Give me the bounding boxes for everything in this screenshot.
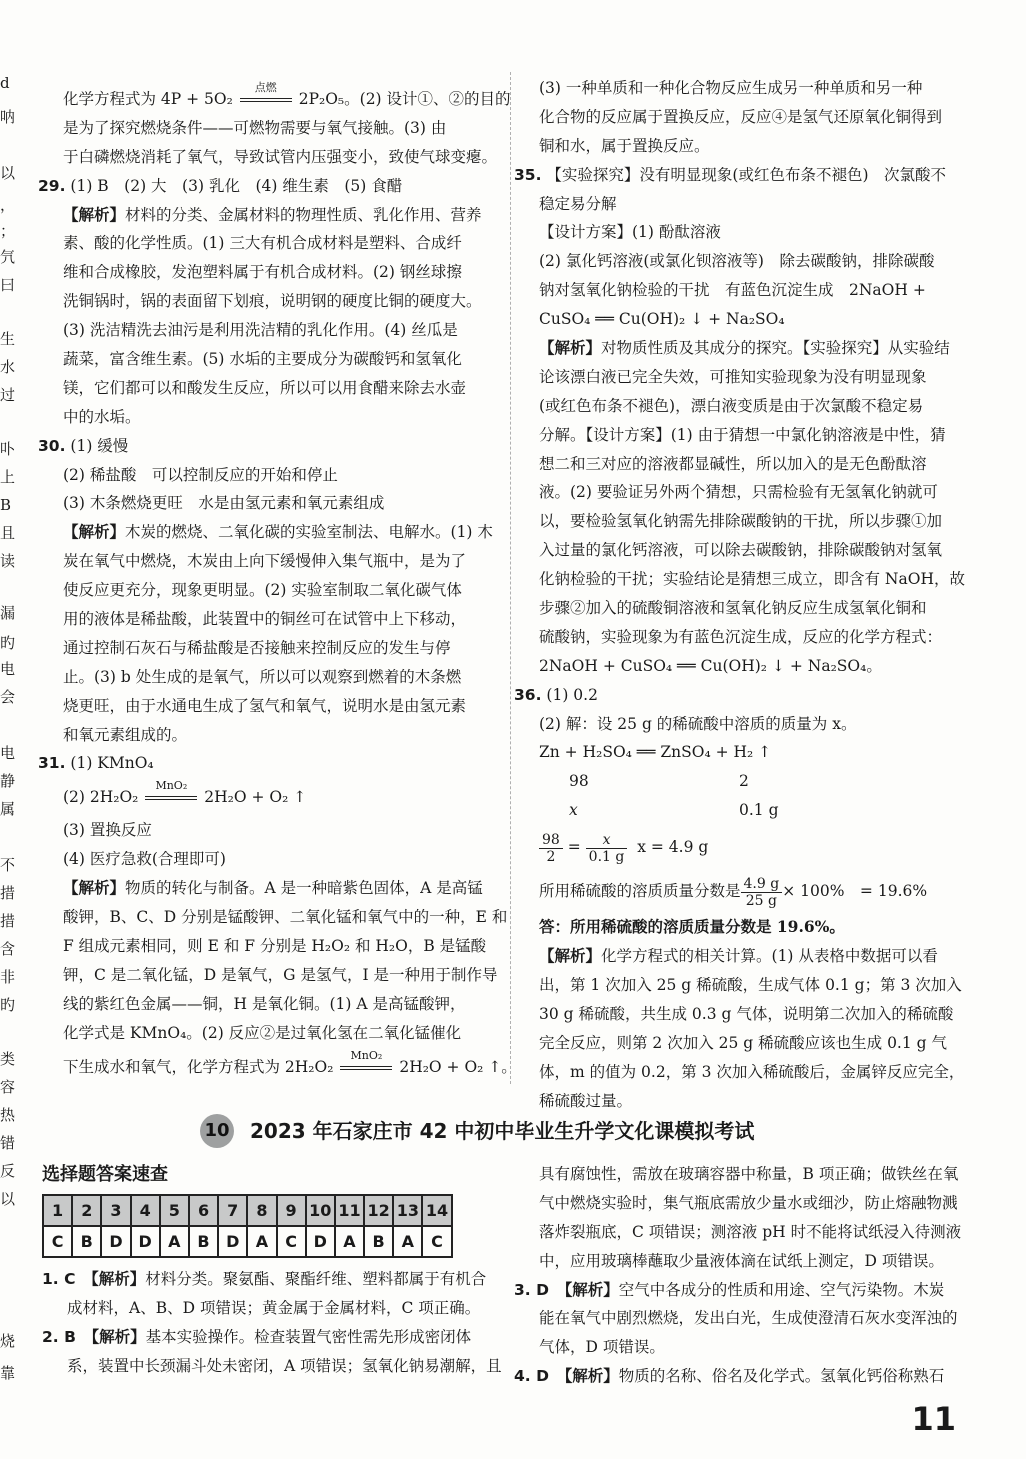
- margin-char: 呐: [0, 108, 16, 126]
- margin-char: 含: [0, 940, 16, 958]
- q29-answer: [38, 172, 498, 201]
- column-divider: [510, 72, 511, 1084]
- question-number: 1. C: [42, 1270, 91, 1288]
- analysis-tag: 【解析】: [90, 1269, 146, 1288]
- answer-cell: B: [364, 1226, 393, 1257]
- q35-analysis-line: 化钠检验的干扰；实验结论是猜想三成立，即含有 NaOH，故: [539, 570, 965, 589]
- q29-analysis-line: [38, 201, 498, 230]
- q30-analysis-line: 使反应更充分，现象更明显。(2) 实验室制取二氧化碳气体: [63, 581, 462, 600]
- analysis-tag: 【解析】: [564, 1366, 619, 1386]
- q36-analysis-line: 出，第 1 次加入 25 g 稀硫酸，生成气体 0.1 g；第 3 次加入: [539, 975, 962, 994]
- q36-proportion: $\frac{98}{2}$ = $\frac{x}{0.1 g}$ x = 4.9 g: [514, 825, 974, 869]
- analysis-text: 空气中各成分的性质和用途、空气污染物。木炭: [618, 1280, 945, 1299]
- q35-line: 钠对氢氧化钠检验的干扰 有蓝色沉淀生成 2NaOH +: [539, 281, 926, 300]
- q29-analysis-line: 镁，它们都可以和酸发生反应，所以可以用食醋来除去水壶: [63, 378, 467, 397]
- q36-analysis-line: 稀硫酸过量。: [539, 1091, 633, 1110]
- answer-cell: A: [160, 1226, 189, 1257]
- question-number-cell: 2: [72, 1195, 101, 1226]
- q28-line: 于白磷燃烧消耗了氧气，导致试管内压强变小，致使气球变瘪。: [63, 147, 498, 166]
- analysis-tag: 【解析】: [539, 946, 602, 966]
- analysis-text: 物质的名称、俗名及化学式。氢氧化钙俗称熟石: [618, 1367, 945, 1386]
- q31-analysis-line: 酸钾，B、C、D 分别是锰酸钾、二氧化锰和氧气中的一种，E 和: [63, 908, 508, 927]
- fraction: $\frac{x}{0.1 g}$: [586, 832, 628, 865]
- q36-answer: [514, 681, 974, 710]
- answer-table-answer-row: [43, 1226, 452, 1257]
- q1-line: [42, 1265, 504, 1294]
- q3-line: [514, 1276, 976, 1305]
- reaction-condition: 点燃: [254, 81, 277, 94]
- question-number: 36.: [514, 685, 542, 704]
- analysis-text: 化学方程式的相关计算。(1) 从表格中数据可以看: [601, 947, 938, 966]
- q29-analysis-line: 维和合成橡胶，发泡塑料属于有机合成材料。(2) 钢丝球擦: [63, 263, 462, 282]
- exam-title: 2023 年石家庄市 42 中初中毕业生升学文化课模拟考试: [250, 1119, 755, 1143]
- q35-analysis-line: (或红色布条不褪色)，漂白液变质是由于次氯酸不稳定易: [539, 396, 924, 415]
- answer-text: (1) 0.2: [546, 685, 598, 704]
- question-number: 3. D: [514, 1280, 565, 1299]
- answer-cell: A: [247, 1226, 276, 1257]
- q28-text: 化学方程式为 4P + 5O₂: [63, 90, 233, 108]
- q34-line: 化合物的反应属于置换反应，反应④是氢气还原氧化铜得到: [539, 107, 943, 126]
- q36-equation: Zn + H₂SO₄ ══ ZnSO₄ + H₂ ↑: [539, 743, 772, 762]
- answer-cell: D: [306, 1226, 335, 1257]
- question-number-cell: 3: [101, 1195, 130, 1226]
- question-number-cell: 7: [218, 1195, 247, 1226]
- margin-char: ；: [0, 222, 16, 240]
- q36-analysis-line: 体，m 的值为 0.2，第 3 次加入稀硫酸后，金属锌反应完全，: [539, 1062, 965, 1081]
- answer-table: [42, 1194, 453, 1258]
- q31-answer: [38, 749, 498, 778]
- margin-char: 靠: [0, 1364, 16, 1382]
- q30-analysis-line: 通过控制石灰石与稀盐酸是否接触来控制反应的发生与停: [63, 638, 451, 657]
- margin-char: 措: [0, 912, 16, 930]
- analysis-text: 下生成水和氧气，化学方程式为 2H₂O₂: [63, 1057, 334, 1076]
- margin-char: 氕: [0, 248, 16, 266]
- q29-analysis-line: 蔬菜，富含维生素。(5) 水垢的主要成分为碳酸钙和氢氧化: [63, 350, 462, 369]
- q30-analysis-line: 和氧元素组成的。: [63, 725, 188, 744]
- margin-char: 上: [0, 468, 16, 486]
- q28-line: 是为了探究燃烧条件——可燃物需要与氧气接触。(3) 由: [63, 118, 447, 137]
- analysis-tag: 【解析】: [539, 338, 602, 358]
- margin-char: B: [0, 496, 12, 514]
- margin-char: 以: [0, 164, 16, 182]
- q4-line: [514, 1362, 976, 1391]
- margin-char: 非: [0, 968, 16, 986]
- margin-char: 旳: [0, 996, 16, 1014]
- q35-analysis-line: 想二和三对应的溶液都显碱性，所以加入的是无色酚酞溶: [539, 454, 927, 473]
- question-number-cell: 11: [335, 1195, 364, 1226]
- question-number-cell: 9: [277, 1195, 306, 1226]
- molar-mass: 98: [569, 772, 589, 791]
- q3-line: 气体，D 项错误。: [539, 1338, 665, 1357]
- q35-analysis-line: [514, 334, 974, 363]
- question-number: 35.: [514, 165, 542, 184]
- q30-answer-line: (3) 木条燃烧更旺 水是由氢元素和氧元素组成: [63, 494, 385, 513]
- exam-header: [200, 1114, 810, 1148]
- q35-line: CuSO₄ ══ Cu(OH)₂ ↓ + Na₂SO₄: [539, 310, 785, 329]
- margin-char: 曰: [0, 276, 16, 294]
- proportion-result: x = 4.9 g: [637, 838, 709, 857]
- q30-analysis-line: 用的液体是稀盐酸，此装置中的铜丝可在试管中上下移动，: [63, 610, 467, 629]
- bottom-left-column: [42, 1265, 504, 1381]
- q35-line: (2) 氯化钙溶液(或氯化钡溶液等) 除去碳酸钠，排除碳酸: [539, 252, 935, 271]
- margin-char: 漏: [0, 604, 16, 622]
- question-number-cell: 1: [43, 1195, 72, 1226]
- q29-analysis-line: 洗铜锅时，锅的表面留下划痕，说明钢的硬度比铜的硬度大。: [63, 292, 482, 311]
- margin-char: 静: [0, 772, 16, 790]
- q35-answer: [514, 161, 974, 190]
- answer-text: (1) 缓慢: [70, 436, 129, 455]
- q31-analysis-line: 线的紫红色金属——铜，H 是氧化铜。(1) A 是高锰酸钾，: [63, 994, 466, 1013]
- q35-analysis-line: 分解。【设计方案】(1) 由于猜想一中氯化钠溶液是中性，猜: [539, 425, 946, 444]
- q30-analysis-line: 烧更旺，由于水通电生成了氢气和氧气，说明水是由氢元素: [63, 696, 467, 715]
- margin-char: 反: [0, 1162, 16, 1180]
- question-number-cell: 8: [247, 1195, 276, 1226]
- q35-analysis-line: 以，要检验氢氧化钠需先排除碳酸钠的干扰，所以步骤①加: [539, 512, 943, 531]
- q36-analysis-line: 完全反应，则第 2 次加入 25 g 稀硫酸应该也生成 0.1 g 气: [539, 1033, 947, 1052]
- q29-analysis-line: (3) 洗洁精洗去油污是利用洗洁精的乳化作用。(4) 丝瓜是: [63, 321, 458, 340]
- margin-char: 属: [0, 800, 16, 818]
- right-column: [514, 74, 974, 1115]
- margin-char: 会: [0, 688, 16, 706]
- answer-cell: A: [335, 1226, 364, 1257]
- known-mass: 0.1 g: [739, 801, 779, 820]
- margin-char: 水: [0, 358, 16, 376]
- catalyst-equals: [143, 779, 199, 807]
- fraction: $\frac{4.9 g}{25 g}$: [741, 876, 783, 909]
- answer-cell: B: [189, 1226, 218, 1257]
- q31-analysis-line: 化学式是 KMnO₄。(2) 反应②是过氧化氢在二氧化锰催化: [63, 1023, 462, 1042]
- analysis-text: 材料分类。聚氨酯、聚酯纤维、塑料都属于有机合: [145, 1270, 487, 1288]
- q35-analysis-line: 论该漂白液已完全失效，可推知实验现象为没有明显现象: [539, 367, 927, 386]
- q31-answer-line: (4) 医疗急救(合理即可): [63, 850, 226, 869]
- analysis-tag: 【解析】: [63, 878, 126, 898]
- q2-line: [42, 1323, 504, 1352]
- q36-line: (2) 解：设 25 g 的稀硫酸中溶质的质量为 x。: [539, 714, 857, 733]
- analysis-text: 基本实验操作。检查装置气密性需先形成密闭体: [145, 1327, 472, 1346]
- question-number-cell: 13: [393, 1195, 422, 1226]
- q31-analysis-line: 钾，C 是二氧化锰，D 是氧气，G 是氢气，I 是一种用于制作导: [63, 965, 498, 984]
- q31-analysis-line: [38, 874, 498, 903]
- margin-char: 卟: [0, 440, 16, 458]
- q30-analysis-line: 止。(3) b 处生成的是氧气，所以可以观察到燃着的木条燃: [63, 667, 462, 686]
- fraction: $\frac{98}{2}$: [539, 832, 563, 865]
- q36-percentage: [514, 869, 974, 913]
- answer-cell: C: [277, 1226, 306, 1257]
- bottom-right-column: [514, 1160, 976, 1391]
- page-number: 11: [911, 1400, 956, 1438]
- question-number: 29.: [38, 176, 66, 195]
- q36-final-answer: 答：所用稀硫酸的溶质质量分数是 19.6%。: [539, 917, 845, 937]
- question-number-cell: 5: [160, 1195, 189, 1226]
- q35-analysis-line: 硫酸钠，实验现象为有蓝色沉淀生成，反应的化学方程式：: [539, 627, 943, 646]
- q2-continued-line: 具有腐蚀性，需放在玻璃容器中称量，B 项正确；做铁丝在氧: [539, 1165, 959, 1183]
- q31-equation: [38, 778, 498, 816]
- analysis-tag: 【解析】: [63, 204, 126, 224]
- analysis-text: 物质的转化与制备。A 是一种暗紫色固体，A 是高锰: [125, 879, 483, 898]
- answer-cell: A: [393, 1226, 422, 1257]
- answer-cell: C: [43, 1226, 72, 1257]
- q2-continued-line: 中，应用玻璃棒蘸取少量液体滴在试纸上测定，D 项错误。: [539, 1251, 944, 1270]
- reaction-condition: MnO₂: [350, 1048, 383, 1062]
- left-column: [38, 81, 517, 1086]
- q36-analysis-line: 30 g 稀硫酸，共生成 0.3 g 气体，说明第二次加入的稀硫酸: [539, 1004, 954, 1023]
- answer-cell: D: [218, 1226, 247, 1257]
- answer-text: (1) KMnO₄: [70, 754, 154, 773]
- equation-left: (2) 2H₂O₂: [63, 788, 139, 807]
- question-number: 2. B: [42, 1327, 92, 1346]
- margin-char: 容: [0, 1078, 16, 1096]
- reaction-condition: MnO₂: [155, 779, 188, 793]
- q2-continued-line: 气中燃烧实验时，集气瓶底需放少量水或细沙，防止熔融物溅: [539, 1193, 958, 1212]
- margin-char: 电: [0, 744, 16, 762]
- question-number: 31.: [38, 754, 66, 773]
- answer-text: 【实验探究】没有明显现象(或红色布条不褪色) 次氯酸不: [546, 165, 947, 184]
- q36-mass-row: [514, 767, 974, 796]
- analysis-text: 对物质性质及其成分的探究。【实验探究】从实验结: [601, 339, 950, 358]
- q31-analysis-line: F 组成元素相同，则 E 和 F 分别是 H₂O₂ 和 H₂O，B 是锰酸: [63, 936, 487, 955]
- answer-table-header-row: [43, 1195, 452, 1226]
- answer-section-title: 选择题答案速查: [42, 1164, 168, 1185]
- question-number: 30.: [38, 436, 66, 455]
- q35-analysis-line: 2NaOH + CuSO₄ ══ Cu(OH)₂ ↓ + Na₂SO₄。: [539, 656, 882, 675]
- margin-char: 且: [0, 524, 16, 542]
- margin-char: 生: [0, 330, 16, 348]
- molar-mass: 2: [739, 772, 749, 791]
- q30-analysis-line: [38, 518, 498, 547]
- margin-char: 烧: [0, 1332, 16, 1350]
- equation-right: 2H₂O + O₂ ↑: [204, 788, 307, 807]
- answer-text: (1) B (2) 大 (3) 乳化 (4) 维生素 (5) 食醋: [70, 176, 403, 195]
- q30-answer-line: (2) 稀盐酸 可以控制反应的开始和停止: [63, 465, 338, 484]
- answer-cell: D: [101, 1226, 130, 1257]
- analysis-text: 木炭的燃烧、二氧化碳的实验室制法、电解水。(1) 木: [125, 523, 493, 542]
- q28-line: [38, 81, 511, 114]
- margin-char: d: [0, 74, 10, 92]
- margin-char: 热: [0, 1106, 16, 1124]
- answer-cell: B: [72, 1226, 101, 1257]
- q30-answer: [38, 432, 498, 461]
- exam-number-badge: 10: [200, 1114, 234, 1148]
- q36-value-row: [514, 796, 974, 825]
- q29-analysis-line: 中的水垢。: [63, 407, 141, 426]
- margin-char: 读: [0, 552, 16, 570]
- analysis-tag: 【解析】: [63, 522, 126, 542]
- analysis-text: 材料的分类、金属材料的物理性质、乳化作用、营养: [125, 205, 482, 224]
- margin-char: 以: [0, 1190, 16, 1208]
- question-number-cell: 12: [364, 1195, 393, 1226]
- margin-char: 过: [0, 386, 16, 404]
- q2-continued-line: 落炸裂瓶底，C 项错误；测溶液 pH 时不能将试纸浸入待测液: [539, 1222, 962, 1241]
- question-number: 4. D: [514, 1367, 565, 1386]
- question-number-cell: 14: [422, 1195, 451, 1226]
- percentage-label: 所用稀硫酸的溶质质量分数是: [539, 882, 741, 901]
- margin-char: 错: [0, 1134, 16, 1152]
- q2-line: 系，装置中长颈漏斗处未密闭，A 项错误；氢氧化钠易潮解，且: [67, 1356, 502, 1375]
- q36-analysis-line: [514, 942, 974, 971]
- margin-char: ，: [0, 196, 16, 214]
- q34-line: (3) 一种单质和一种化合物反应生成另一种单质和另一种: [539, 79, 923, 97]
- q35-analysis-line: 步骤②加入的硫酸铜溶液和氢氧化钠反应生成氢氧化铜和: [539, 599, 927, 618]
- q31-answer-line: (3) 置换反应: [63, 821, 152, 840]
- answer-cell: D: [131, 1226, 160, 1257]
- q34-line: 铜和水，属于置换反应。: [539, 136, 710, 155]
- margin-char: 电: [0, 660, 16, 678]
- q1-line: 成材料，A、B、D 项错误；黄金属于金属材料，C 项正确。: [67, 1298, 481, 1317]
- q29-analysis-line: 素、酸的化学性质。(1) 三大有机合成材料是塑料、合成纤: [63, 234, 462, 253]
- margin-char: 措: [0, 884, 16, 902]
- margin-char: 不: [0, 856, 16, 874]
- q35-analysis-line: 液。(2) 要验证另外两个猜想，只需检验有无氢氧化钠就可: [539, 483, 938, 502]
- percentage-result: × 100% = 19.6%: [782, 882, 928, 901]
- q35-line: 稳定易分解: [539, 194, 617, 213]
- answer-cell: C: [422, 1226, 451, 1257]
- q28-text: 2P₂O₅。(2) 设计①、②的目的: [298, 90, 511, 108]
- q35-line: 【设计方案】(1) 酚酞溶液: [539, 223, 721, 242]
- q35-analysis-line: 入过量的氯化钙溶液，可以除去碳酸钠，排除碳酸钠对氢氧: [539, 541, 943, 560]
- question-number-cell: 10: [306, 1195, 335, 1226]
- q30-analysis-line: 炭在氧气中燃烧，木炭由上向下缓慢伸入集气瓶中，是为了: [63, 552, 467, 571]
- catalyst-equals: [338, 1048, 394, 1077]
- analysis-text: 2H₂O + O₂ ↑。: [399, 1057, 517, 1076]
- question-number-cell: 4: [131, 1195, 160, 1226]
- analysis-tag: 【解析】: [564, 1279, 619, 1299]
- q3-line: 能在氧气中剧烈燃烧，发出白光，生成使澄清石灰水变浑浊的: [539, 1309, 958, 1328]
- margin-char: 类: [0, 1050, 16, 1068]
- analysis-tag: 【解析】: [91, 1326, 146, 1346]
- ignite-equals: [238, 81, 294, 109]
- question-number-cell: 6: [189, 1195, 218, 1226]
- q31-analysis-line: [38, 1048, 517, 1086]
- margin-char: 旳: [0, 634, 16, 652]
- unknown-mass: x: [569, 801, 578, 820]
